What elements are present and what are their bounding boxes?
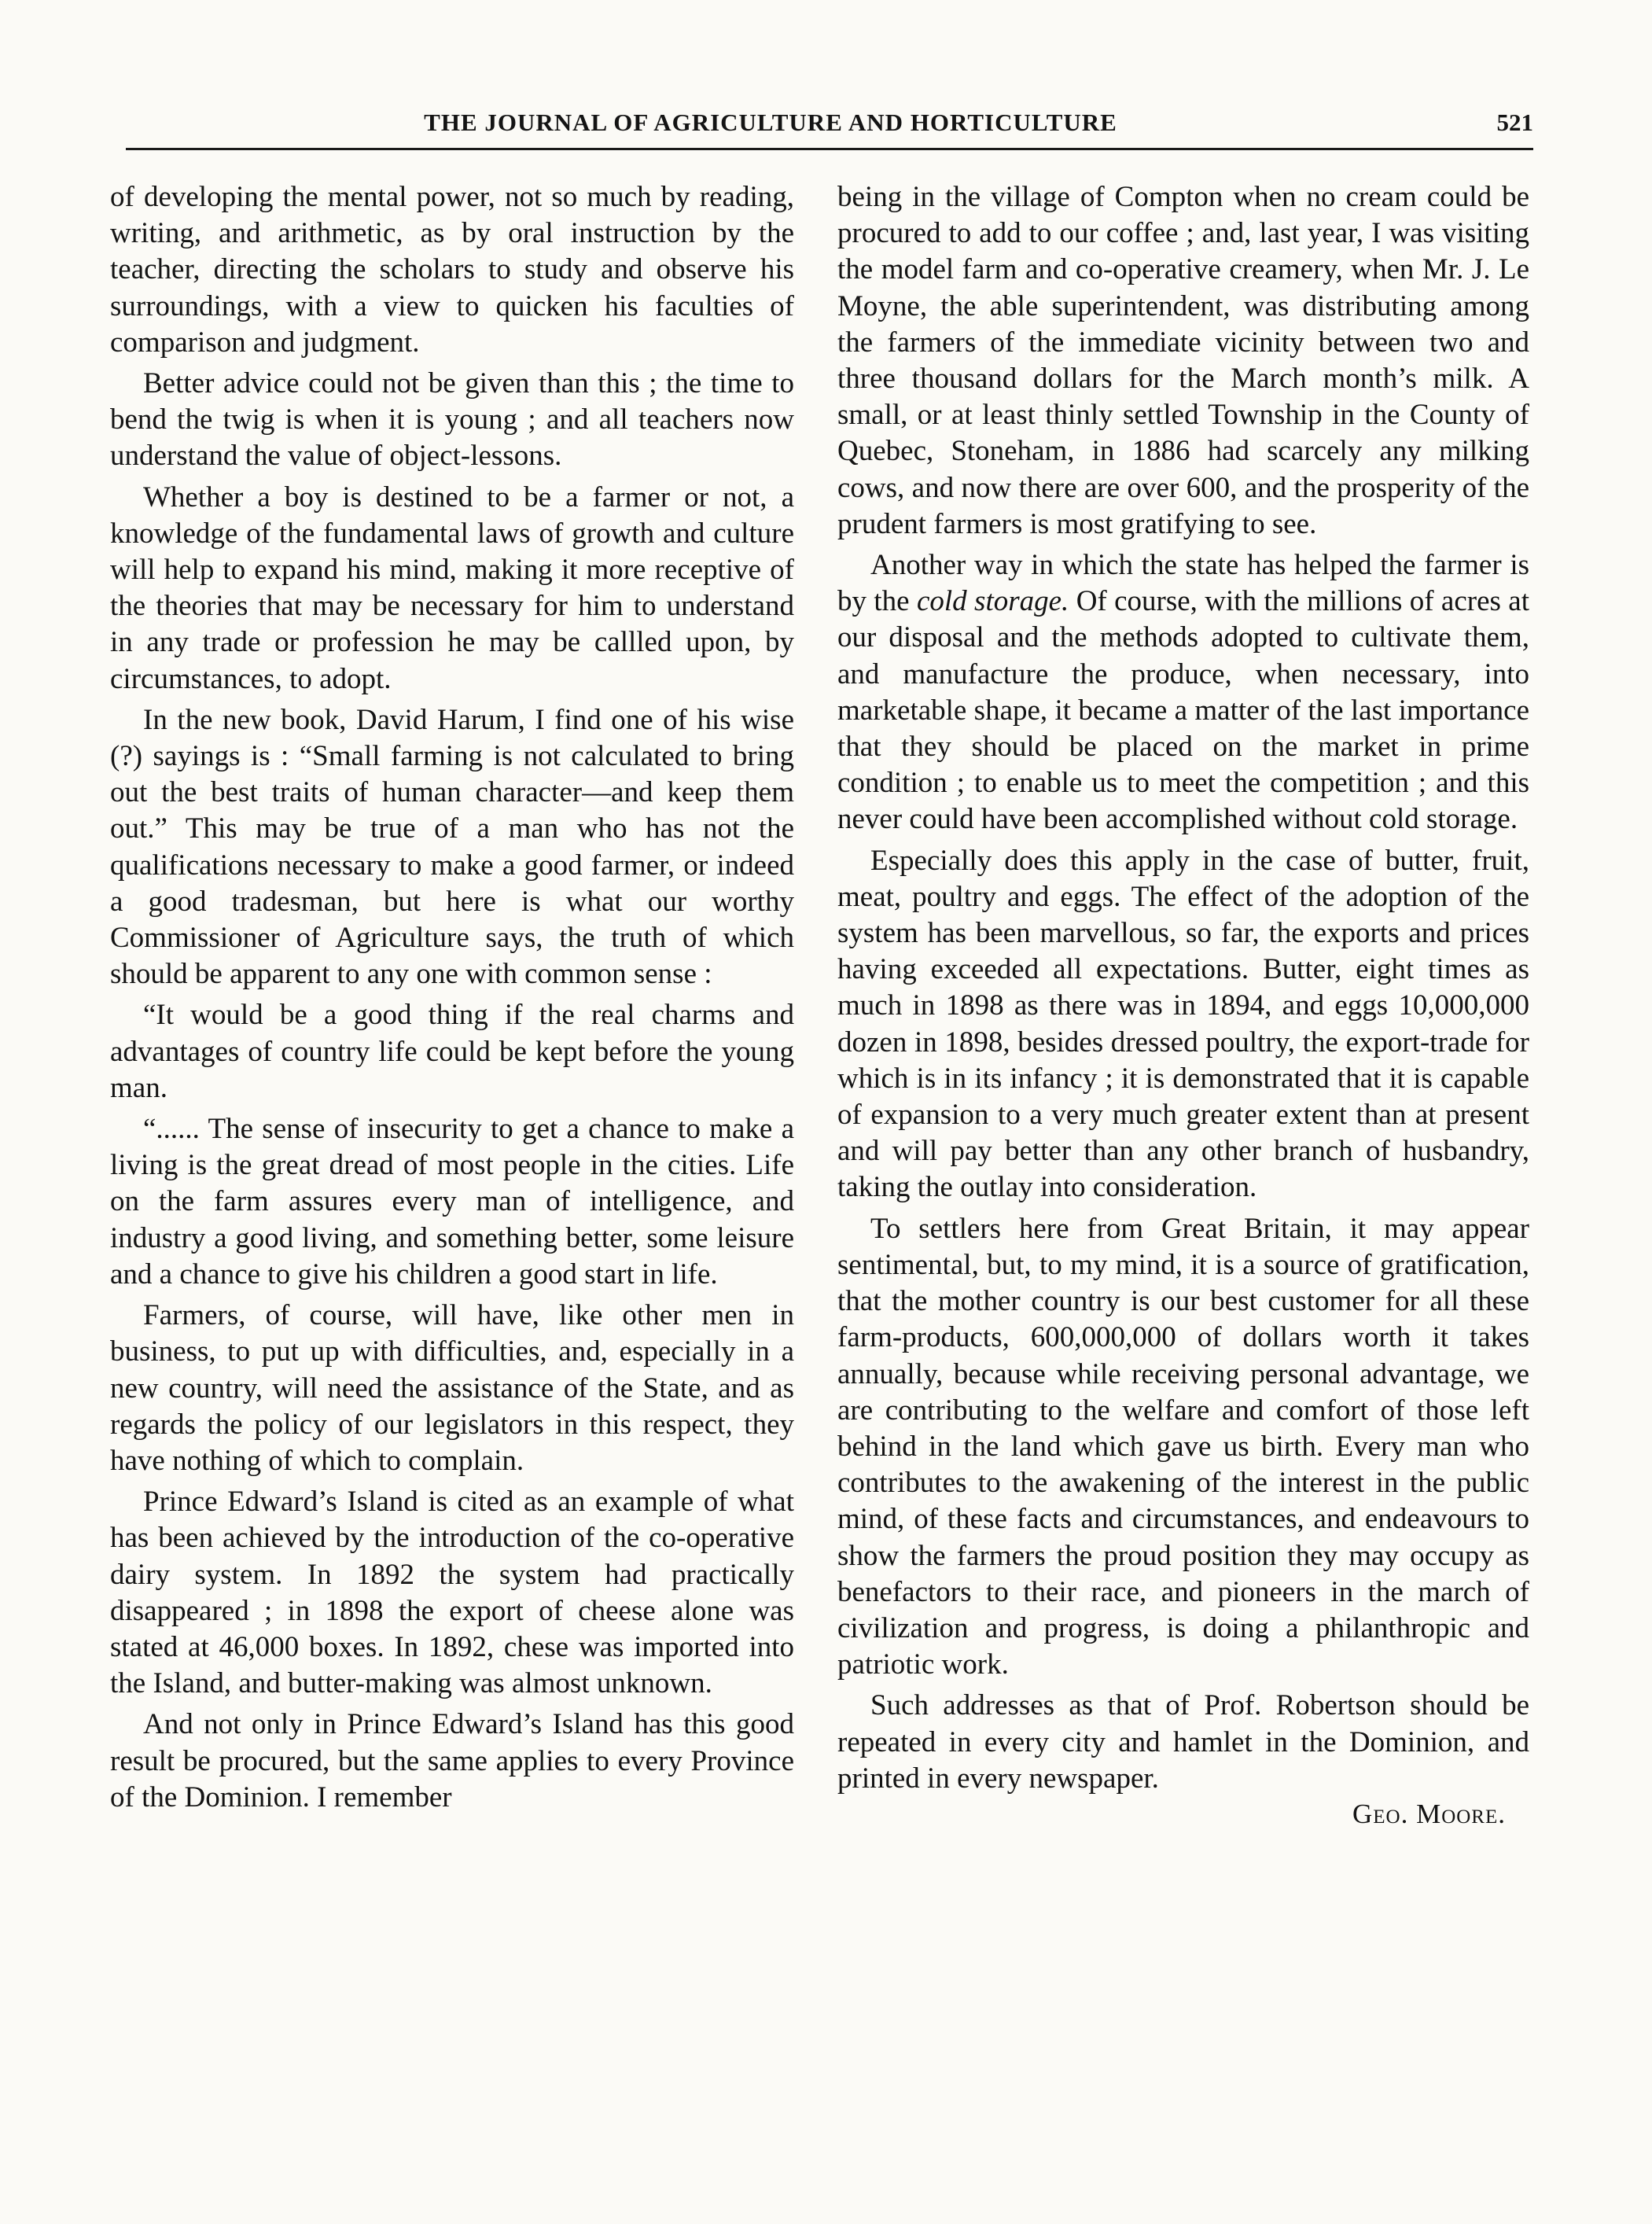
paragraph-text: Of course, with the millions of acres at our disposal and the methods adopted to cultivate them, and manufacture the produce, when necessary, into marketable shape, it became a matter of the last importance that they should be placed on the market in prime condition ; to enable us to meet the competition ; and this never could have been accomplished without cold storage. xyxy=(837,585,1530,836)
paragraph: To settlers here from Great Britain, it may appear sentimental, but, to my mind, it is a source of gratification, that the mother country is our best customer for all these farm-products, 600,000,000 of dollars worth it takes annually, because while receiving personal advantage, we are contributing to the welfare and comfort of those left behind in the land which gave us birth. Every man who contributes to the awakening of the interest in the public mind, of these facts and circumstances, and endeavours to show the farmers the proud position they may occupy as benefactors to their race, and pioneers in the march of civilization and progress, is doing a philanthropic and patriotic work. xyxy=(837,1212,1529,1681)
paragraph: Better advice could not be given than this ; the time to bend the twig is when it is young ; and all teachers now understand the value of object-lessons. xyxy=(110,367,794,473)
paragraph: Whether a boy is destined to be a farmer or not, a knowledge of the fundamental laws of growth and culture will help to expand his mind, making it more receptive of the theories that may be necessary for him to understand in any trade or profession he may be callled upon, by circumstances, to adopt. xyxy=(110,481,794,695)
paragraph xyxy=(837,547,1529,838)
paragraph: Such addresses as that of Prof. Robertson should be repeated in every city and hamlet in the Dominion, and printed in every newspaper. xyxy=(837,1689,1529,1795)
paragraph: In the new book, David Harum, I find one of his wise (?) sayings is : “Small farming is not calculated to bring out the best traits of human character—and keep them out.” This may be true of a man who has not the qualifications necessary to make a good farmer, or indeed a good tradesman, but here is what our worthy Commissioner of Agriculture says, the truth of which should be apparent to any one with common sense : xyxy=(110,703,794,991)
paragraph-continuation: being in the village of Compton when no cream could be procured to add to our coffee ; and, last year, I was visiting the model farm and co-operative creamery, when Mr. J. Le Moyne, the able superintendent, was distributing among the farmers of the immediate vicinity between two and three thousand dollars for the March month’s milk. A small, or at least thinly settled Township in the County of Quebec, Stoneham, in 1886 had scarcely any milking cows, and now there are over 600, and the prosperity of the prudent farmers is most gratifying to see. xyxy=(837,181,1529,540)
left-column xyxy=(110,179,794,1821)
paragraph: Farmers, of course, will have, like other men in business, to put up with difficulties, and, especially in a new country, will need the assistance of the State, and as regards the policy of our legislators in this respect, they have nothing of which to complain. xyxy=(110,1299,794,1477)
right-column xyxy=(837,179,1529,1830)
paragraph-text: Another way in which the state has helped the farmer is by the xyxy=(837,549,1529,618)
paragraph-continuation: of developing the mental power, not so much by reading, writing, and arithmetic, as by oral instruction by the teacher, directing the scholars to study and observe his surroundings, with a view to quicken his faculties of comparison and judgment. xyxy=(110,181,794,359)
quoted-paragraph: “...... The sense of insecurity to get a chance to make a living is the great dread of most people in the cities. Life on the farm assures every man of intelligence, and industry a good living, and something better, some leisure and a chance to give his children a good start in life. xyxy=(110,1113,794,1291)
paragraph: And not only in Prince Edward’s Island has this good result be procured, but the same applies to every Province of the Dominion. I remember xyxy=(110,1708,794,1813)
running-head xyxy=(126,101,1533,150)
paragraph: Especially does this apply in the case of butter, fruit, meat, poultry and eggs. The effect of the adoption of the system has been marvellous, so far, the exports and prices having exceeded all expectations. Butter, eight times as much in 1898 as there was in 1894, and eggs 10,000,000 dozen in 1898, besides dressed poultry, the export-trade for which is in its infancy ; it is demonstrated that it is capable of expansion to a very much greater extent than at present and will pay better than any other branch of husbandry, taking the outlay into consideration. xyxy=(837,844,1529,1204)
quoted-paragraph: “It would be a good thing if the real charms and advantages of country life could be kept before the young man. xyxy=(110,999,794,1104)
journal-title: THE JOURNAL OF AGRICULTURE AND HORTICULTURE xyxy=(424,109,1117,136)
paragraph: Prince Edward’s Island is cited as an example of what has been achieved by the introduction of the co-operative dairy system. In 1892 the system had practically disappeared ; in 1898 the export of cheese alone was stated at 46,000 boxes. In 1892, chese was imported into the Island, and butter-making was almost unknown. xyxy=(110,1486,794,1700)
author-signature: Geo. Moore. xyxy=(1352,1798,1506,1829)
page-number: 521 xyxy=(1496,109,1533,136)
italic-term: cold storage. xyxy=(916,585,1069,618)
